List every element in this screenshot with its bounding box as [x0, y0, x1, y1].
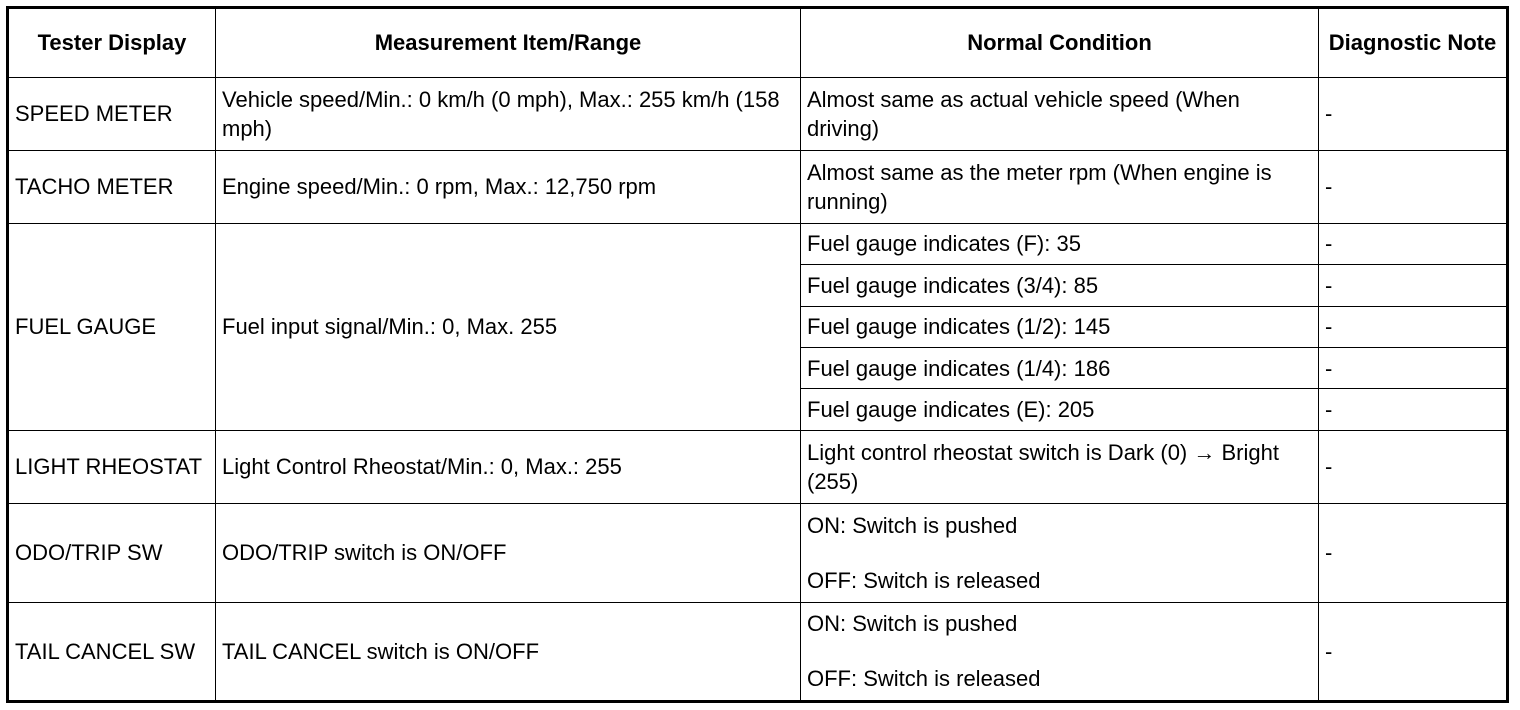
table-row — [8, 602, 1508, 701]
normal-condition-cell: Fuel gauge indicates (E): 205 — [801, 389, 1319, 430]
header-normal-condition: Normal Condition — [801, 8, 1319, 78]
normal-condition-cell: Light control rheostat switch is Dark (0) → Bright (255) — [801, 430, 1319, 503]
header-tester-display: Tester Display — [8, 8, 216, 78]
diagnostic-note-cell: - — [1319, 150, 1508, 223]
diagnostic-note-cell: - — [1319, 389, 1508, 430]
normal-condition-cell: Fuel gauge indicates (1/4): 186 — [801, 347, 1319, 388]
condition-line: OFF: Switch is released — [807, 666, 1041, 692]
header-diagnostic-note: Diagnostic Note — [1319, 8, 1508, 78]
tester-display-cell: LIGHT RHEOSTAT — [8, 430, 216, 503]
condition-line: ON: Switch is pushed — [807, 512, 1018, 538]
header-measurement-item-range: Measurement Item/Range — [216, 8, 801, 78]
measurement-cell: Vehicle speed/Min.: 0 km/h (0 mph), Max.: 255 km/h (158 mph) — [216, 78, 801, 151]
condition-line: OFF: Switch is released — [807, 567, 1041, 593]
measurement-cell: Light Control Rheostat/Min.: 0, Max.: 255 — [216, 430, 801, 503]
table-row — [8, 150, 1508, 223]
tester-display-cell: FUEL GAUGE — [8, 223, 216, 430]
normal-condition-cell: Fuel gauge indicates (1/2): 145 — [801, 306, 1319, 347]
data-monitor-table — [6, 6, 1509, 703]
measurement-cell: TAIL CANCEL switch is ON/OFF — [216, 602, 801, 701]
measurement-cell: Engine speed/Min.: 0 rpm, Max.: 12,750 rpm — [216, 150, 801, 223]
table-row — [8, 430, 1508, 503]
header-row — [8, 8, 1508, 78]
normal-condition-cell — [801, 602, 1319, 701]
table-row — [8, 503, 1508, 602]
diagnostic-note-cell: - — [1319, 347, 1508, 388]
measurement-cell: Fuel input signal/Min.: 0, Max. 255 — [216, 223, 801, 430]
diagnostic-note-cell: - — [1319, 78, 1508, 151]
condition-line: ON: Switch is pushed — [807, 611, 1018, 637]
normal-condition-cell: Fuel gauge indicates (F): 35 — [801, 223, 1319, 264]
normal-condition-cell: Fuel gauge indicates (3/4): 85 — [801, 265, 1319, 306]
diagnostic-note-cell: - — [1319, 265, 1508, 306]
diagnostic-note-cell: - — [1319, 503, 1508, 602]
diagnostic-note-cell: - — [1319, 430, 1508, 503]
tester-display-cell: TACHO METER — [8, 150, 216, 223]
tester-display-cell: ODO/TRIP SW — [8, 503, 216, 602]
tester-display-cell: TAIL CANCEL SW — [8, 602, 216, 701]
normal-condition-cell — [801, 503, 1319, 602]
normal-condition-cell: Almost same as the meter rpm (When engine is running) — [801, 150, 1319, 223]
diagnostic-note-cell: - — [1319, 602, 1508, 701]
tester-display-cell: SPEED METER — [8, 78, 216, 151]
table-row — [8, 78, 1508, 151]
table-row — [8, 223, 1508, 264]
diagnostic-note-cell: - — [1319, 223, 1508, 264]
normal-condition-cell: Almost same as actual vehicle speed (When driving) — [801, 78, 1319, 151]
diagnostic-note-cell: - — [1319, 306, 1508, 347]
measurement-cell: ODO/TRIP switch is ON/OFF — [216, 503, 801, 602]
